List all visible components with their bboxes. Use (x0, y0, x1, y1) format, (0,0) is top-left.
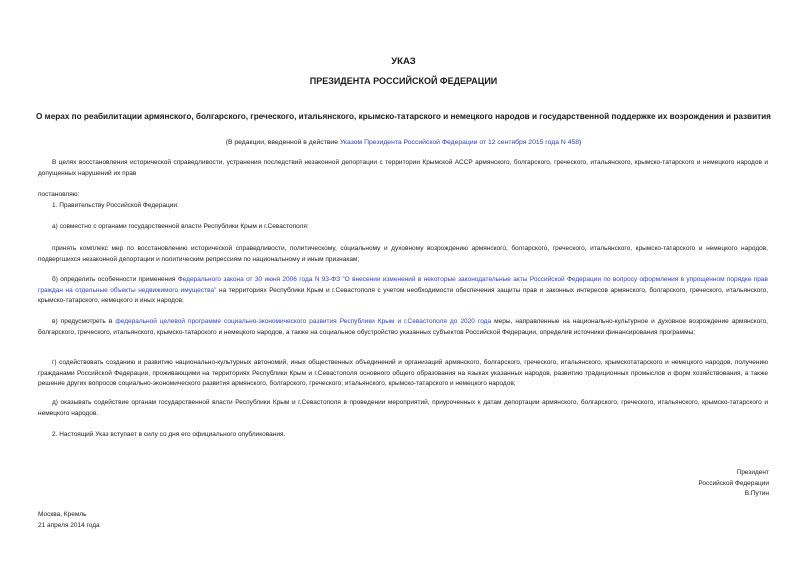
signature-name: В.Путин (744, 490, 769, 497)
edition-link[interactable]: Указом Президента Российской Федерации от 12 сентября 2015 года N 458 (339, 139, 580, 146)
item-b (38, 275, 768, 307)
signature-position: Президент (736, 469, 769, 476)
signature-country: Российской Федерации (698, 479, 769, 487)
item-v-pre: в) предусмотреть в (52, 318, 116, 325)
resolve-word: постановляю: (38, 191, 80, 198)
item-a-text: принять комплекс мер по восстановлению исторической справедливости, политическому, социальному и духовному возрождению армянского, болгарского, греческого, итальянского, крымско-татарского и немецкого народов, подвергшихся незаконной депортации и политическим репрессиям по национальному и иным признакам; (38, 245, 768, 263)
item-v-post: меры, направленные на национально-культурное и духовное возрождение армянского, болгарского, греческого, итальянского, крымско-татарского и немецкого народов, а также на социальное обустройство указанных субъектов Российской Федерации, определив источники финансирования программы; (38, 318, 768, 336)
document-heading: О мерах по реабилитации армянского, болгарского, греческого, итальянского, крымско-татарского и немецкого народов и государственной поддержке их возрождения и развития (36, 112, 771, 121)
signing-place: Москва, Кремль (38, 511, 87, 518)
item-b-post: на территориях Республики Крым и г.Севастополя с учетом необходимости обеспечения защиты прав и законных интересов армянского, болгарского, греческого, итальянского, крымско-татарского, немецкого и иных народов; (38, 286, 768, 305)
place-date-block (38, 510, 100, 531)
signing-date: 21 апреля 2014 года (38, 521, 100, 529)
edition-pre: (В редакции, введенной в действие (225, 139, 340, 146)
edition-post: ) (579, 139, 582, 146)
item-2: 2. Настоящий Указ вступает в силу со дня его официального опубликования. (52, 431, 286, 438)
item-b-law-link[interactable]: Федерального закона от 30 июня 2006 года N 93-ФЗ "О внесении изменений в некоторые законодательные акты Российской Федерации по вопросу оформления в упрощенном порядке прав граждан на отдельные объекты недвижимого имущества" (38, 276, 768, 294)
item-a: а) совместно с органами государственной власти Республики Крым и г.Севастополя: (52, 223, 309, 230)
intro-paragraph: В целях восстановления исторической справедливости, устранения последствий незаконной депортации с территории Крымской АССР армянского, болгарского, греческого, итальянского, крымско-татарского и немецкого народов и допущенных нарушений их прав (38, 159, 768, 177)
document-subtitle: ПРЕЗИДЕНТА РОССИЙСКОЙ ФЕДЕРАЦИИ (309, 76, 498, 86)
item-v-program-link[interactable]: федеральной целевой программе социально-экономического развития Республики Крым и г.Севастополя до 2020 года (115, 318, 492, 325)
item-b-pre: б) определить особенности применения (52, 276, 178, 283)
item-d: д) оказывать содействие органам государственной власти Республики Крым и г.Севастополя в проведении мероприятий, приуроченных к датам депортации армянского, болгарского, греческого, итальянского, крымско-татарского и немецкого народов. (38, 399, 768, 417)
signature-block (698, 468, 769, 500)
item-v (38, 317, 768, 338)
item-g: г) содействовать созданию и развитию национально-культурных автономий, иных общественных объединений и организаций армянского, болгарского, греческого, итальянского, крымскотатарского и немецкого народов, получению гражданами Российской Федерации, проживающими на территориях Республики Крым и г.Севастополя основного общего образования на языках указанных народов, развитию традиционных промыслов и форм хозяйствования, а также решение других вопросов социально-экономического развития армянского, болгарского, греческого, итальянского, крымско-татарского и немецкого народов; (38, 359, 768, 388)
document-title: УКАЗ (391, 56, 416, 67)
edition-note (30, 139, 777, 146)
item-1: 1. Правительству Российской Федерации: (52, 202, 179, 209)
